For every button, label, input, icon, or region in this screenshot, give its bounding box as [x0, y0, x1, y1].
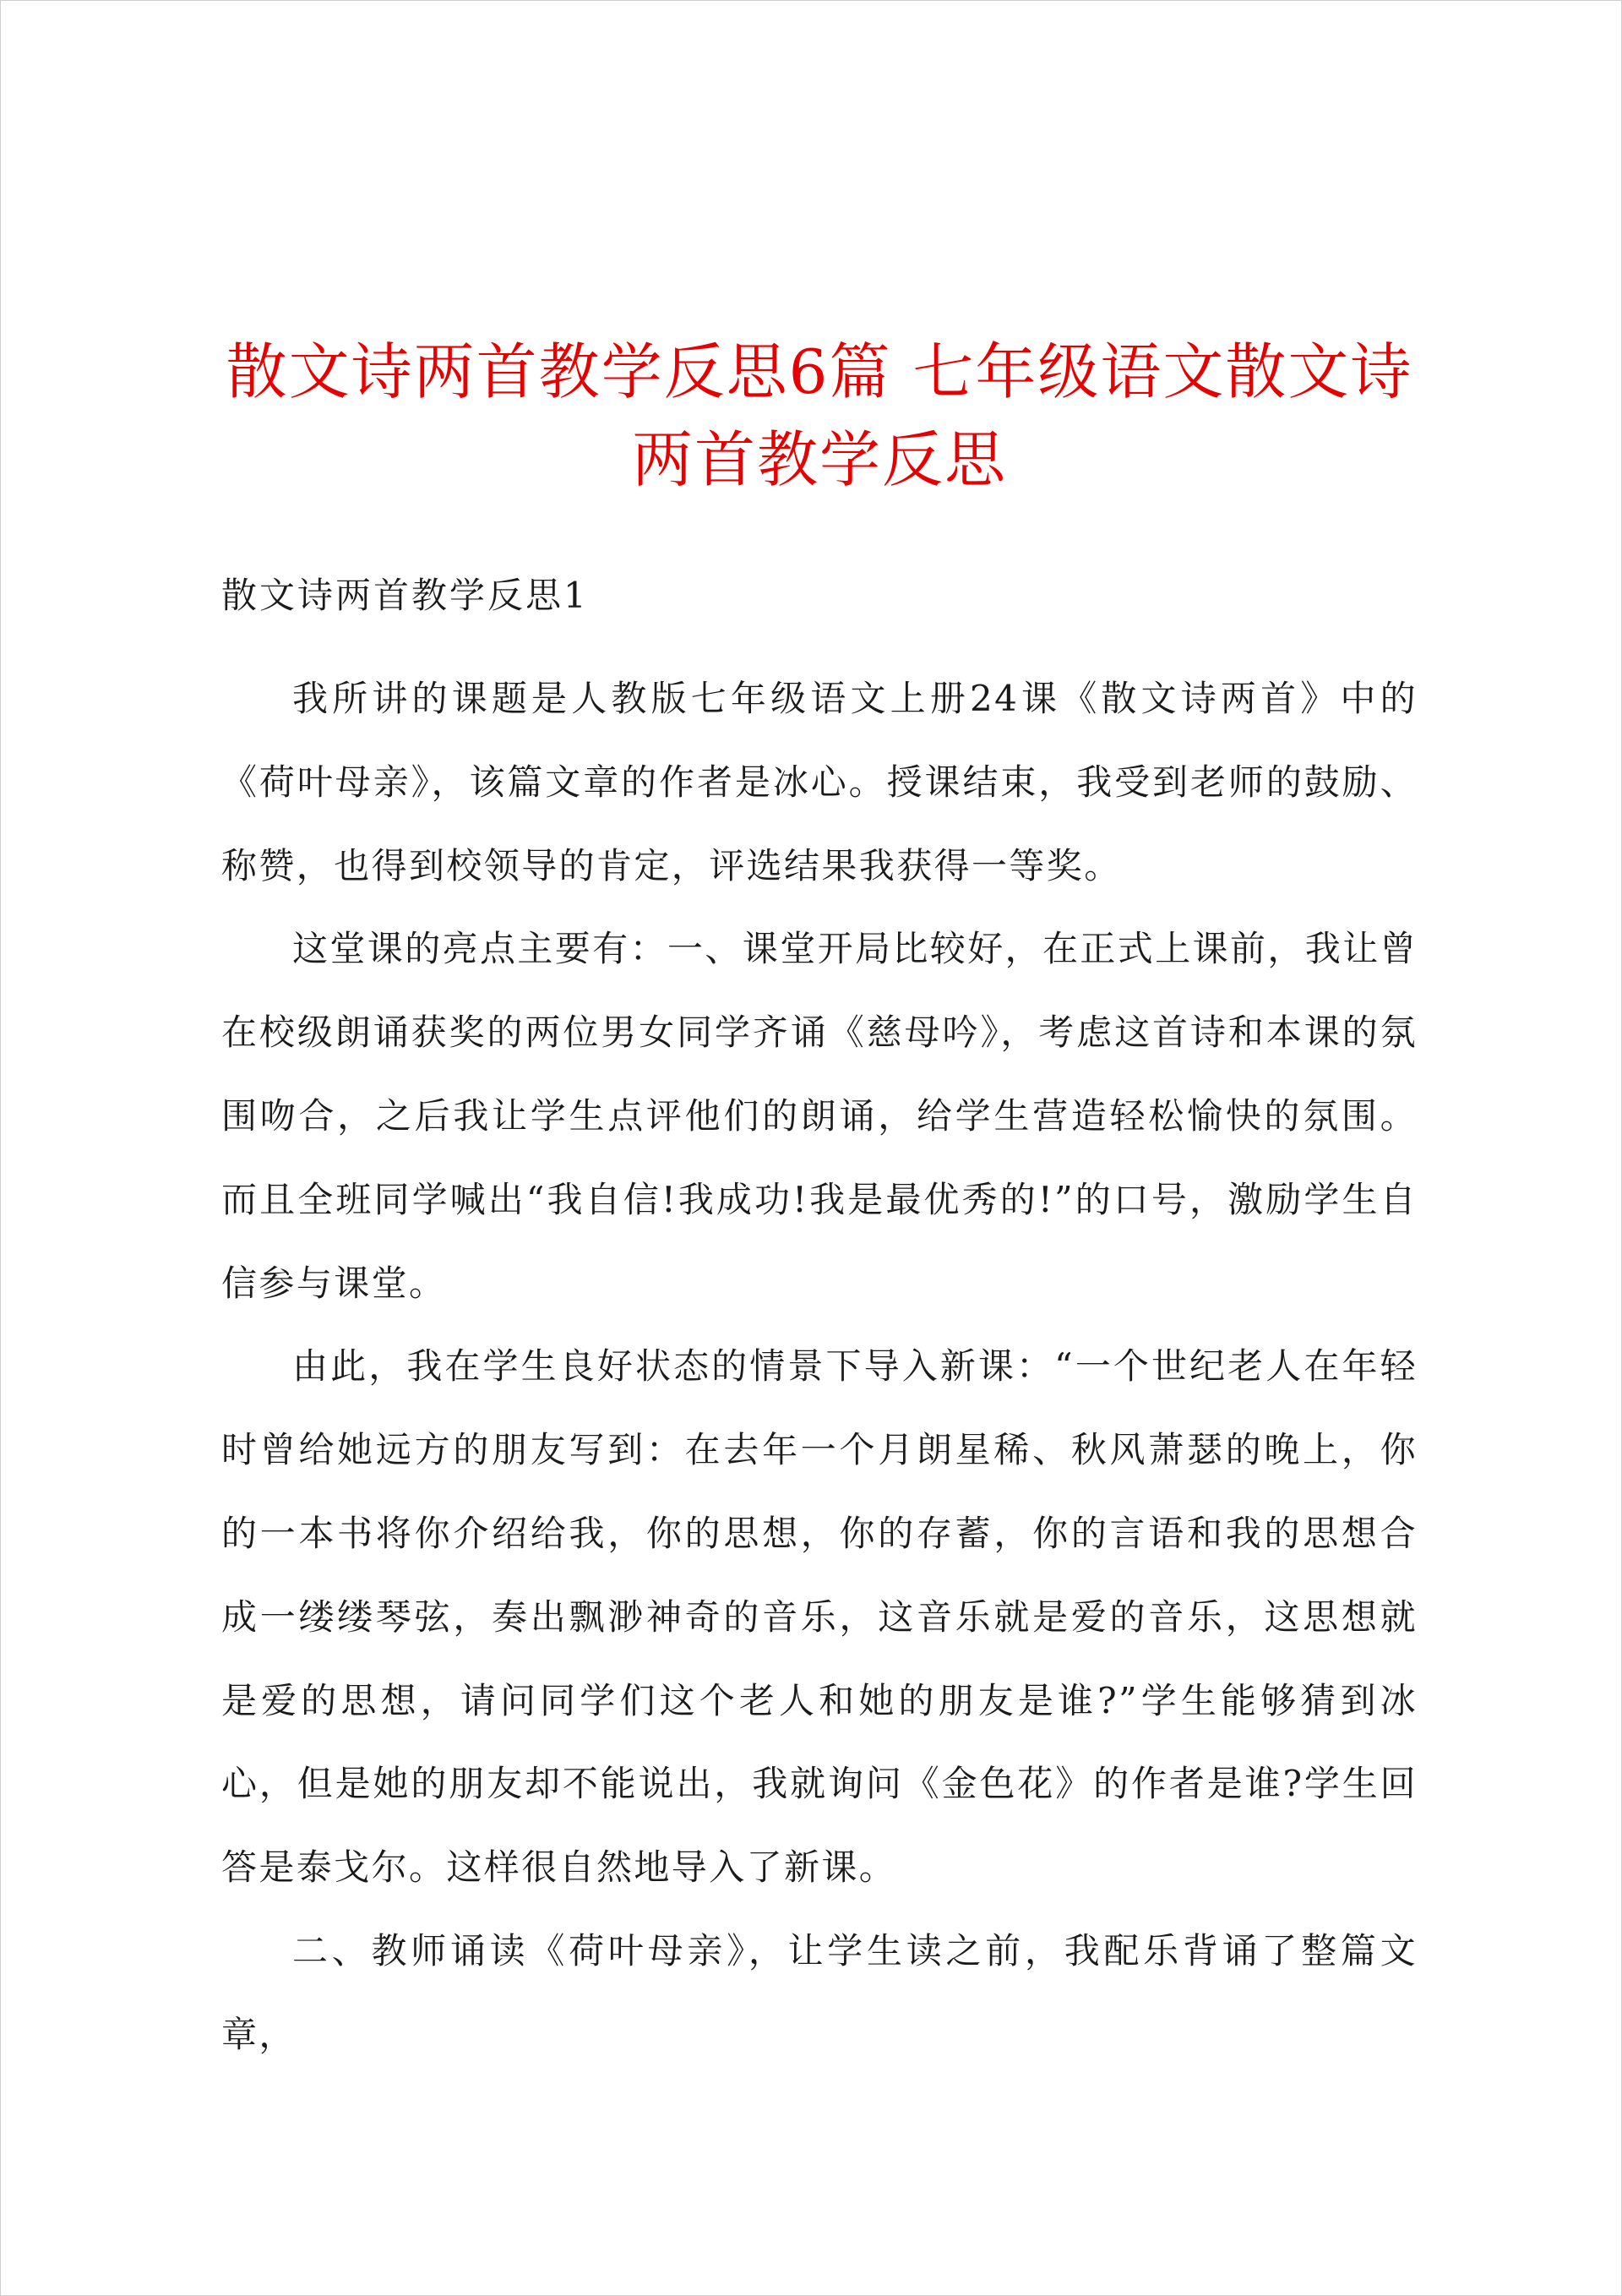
document-title: 散文诗两首教学反思6篇 七年级语文散文诗 两首教学反思	[226, 336, 1413, 495]
paragraph-1: 我所讲的课题是人教版七年级语文上册24课《散文诗两首》中的《荷叶母亲》，该篇文章的作者是冰心。授课结束，我受到老师的鼓励、称赞，也得到校领导的肯定，评选结果我获得一等奖。	[221, 678, 1418, 886]
section-heading: 散文诗两首教学反思1	[221, 575, 589, 616]
paragraph-3: 由此，我在学生良好状态的情景下导入新课：“一个世纪老人在年轻时曾给她远方的朋友写到：在去年一个月朗星稀、秋风萧瑟的晚上，你的一本书将你介绍给我，你的思想，你的存蓄，你的言语和我的思想合成一缕缕琴弦，奏出飘渺神奇的音乐，这音乐就是爱的音乐，这思想就是爱的思想，请问同学们这个老人和她的朋友是谁?”学生能够猜到冰心，但是她的朋友却不能说出，我就询问《金色花》的作者是谁?学生回答是泰戈尔。这样很自然地导入了新课。	[221, 1345, 1418, 1889]
paragraph-4: 二、教师诵读《荷叶母亲》，让学生读之前，我配乐背诵了整篇文章，	[221, 1929, 1418, 2055]
document-page	[221, 328, 1418, 2077]
paragraph-2: 这堂课的亮点主要有：一、课堂开局比较好，在正式上课前，我让曾在校级朗诵获奖的两位男女同学齐诵《慈母吟》，考虑这首诗和本课的氛围吻合，之后我让学生点评他们的朗诵，给学生营造轻松愉快的氛围。而且全班同学喊出“我自信!我成功!我是最优秀的!”的口号，激励学生自信参与课堂。	[221, 928, 1418, 1304]
